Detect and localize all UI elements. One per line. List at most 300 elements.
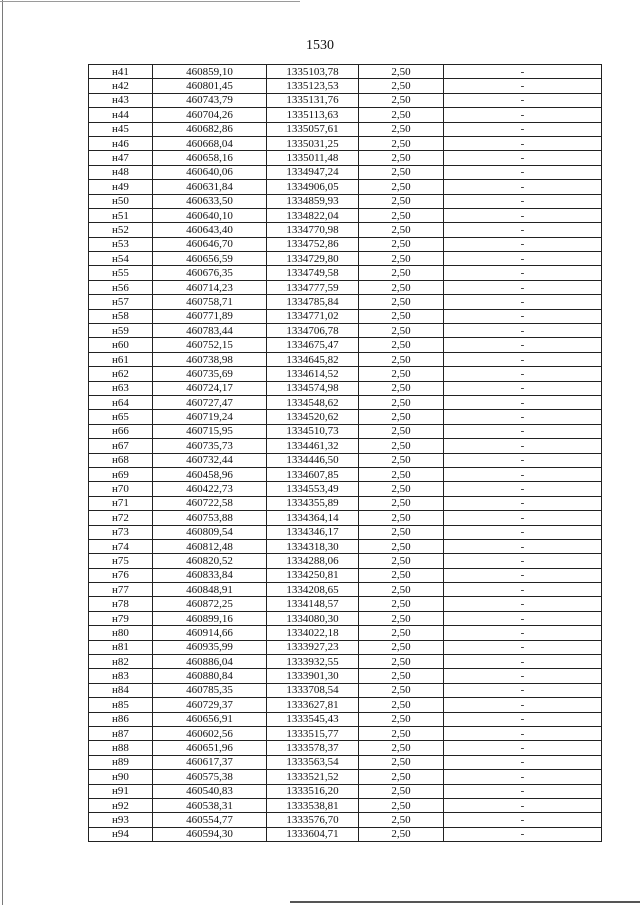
note-cell: - bbox=[444, 712, 602, 726]
error-cell: 2,50 bbox=[359, 108, 444, 122]
point-id-cell: н81 bbox=[89, 640, 153, 654]
y-coordinate-cell: 1333563,54 bbox=[267, 755, 359, 769]
note-cell: - bbox=[444, 726, 602, 740]
error-cell: 2,50 bbox=[359, 726, 444, 740]
table-row bbox=[89, 539, 602, 553]
point-id-cell: н47 bbox=[89, 151, 153, 165]
x-coordinate-cell: 460771,89 bbox=[153, 309, 267, 323]
note-cell: - bbox=[444, 266, 602, 280]
note-cell: - bbox=[444, 93, 602, 107]
x-coordinate-cell: 460812,48 bbox=[153, 539, 267, 553]
error-cell: 2,50 bbox=[359, 165, 444, 179]
table-row bbox=[89, 424, 602, 438]
table-row bbox=[89, 324, 602, 338]
point-id-cell: н44 bbox=[89, 108, 153, 122]
y-coordinate-cell: 1334446,50 bbox=[267, 453, 359, 467]
point-id-cell: н67 bbox=[89, 439, 153, 453]
note-cell: - bbox=[444, 640, 602, 654]
table-row bbox=[89, 122, 602, 136]
point-id-cell: н56 bbox=[89, 280, 153, 294]
table-row bbox=[89, 741, 602, 755]
error-cell: 2,50 bbox=[359, 683, 444, 697]
table-row bbox=[89, 467, 602, 481]
error-cell: 2,50 bbox=[359, 93, 444, 107]
y-coordinate-cell: 1334706,78 bbox=[267, 324, 359, 338]
error-cell: 2,50 bbox=[359, 539, 444, 553]
note-cell: - bbox=[444, 511, 602, 525]
error-cell: 2,50 bbox=[359, 381, 444, 395]
y-coordinate-cell: 1335031,25 bbox=[267, 136, 359, 150]
error-cell: 2,50 bbox=[359, 525, 444, 539]
error-cell: 2,50 bbox=[359, 467, 444, 481]
point-id-cell: н87 bbox=[89, 726, 153, 740]
y-coordinate-cell: 1333521,52 bbox=[267, 770, 359, 784]
x-coordinate-cell: 460785,35 bbox=[153, 683, 267, 697]
point-id-cell: н58 bbox=[89, 309, 153, 323]
y-coordinate-cell: 1334355,89 bbox=[267, 496, 359, 510]
error-cell: 2,50 bbox=[359, 798, 444, 812]
table-row bbox=[89, 813, 602, 827]
note-cell: - bbox=[444, 79, 602, 93]
y-coordinate-cell: 1335131,76 bbox=[267, 93, 359, 107]
table-row bbox=[89, 453, 602, 467]
note-cell: - bbox=[444, 410, 602, 424]
point-id-cell: н75 bbox=[89, 554, 153, 568]
x-coordinate-cell: 460753,88 bbox=[153, 511, 267, 525]
y-coordinate-cell: 1334250,81 bbox=[267, 568, 359, 582]
error-cell: 2,50 bbox=[359, 180, 444, 194]
y-coordinate-cell: 1334548,62 bbox=[267, 395, 359, 409]
point-id-cell: н90 bbox=[89, 770, 153, 784]
table-row bbox=[89, 367, 602, 381]
error-cell: 2,50 bbox=[359, 583, 444, 597]
point-id-cell: н76 bbox=[89, 568, 153, 582]
table-row bbox=[89, 194, 602, 208]
x-coordinate-cell: 460735,73 bbox=[153, 439, 267, 453]
point-id-cell: н69 bbox=[89, 467, 153, 481]
note-cell: - bbox=[444, 180, 602, 194]
x-coordinate-cell: 460732,44 bbox=[153, 453, 267, 467]
note-cell: - bbox=[444, 65, 602, 79]
error-cell: 2,50 bbox=[359, 309, 444, 323]
note-cell: - bbox=[444, 108, 602, 122]
x-coordinate-cell: 460783,44 bbox=[153, 324, 267, 338]
note-cell: - bbox=[444, 252, 602, 266]
y-coordinate-cell: 1335123,53 bbox=[267, 79, 359, 93]
y-coordinate-cell: 1334148,57 bbox=[267, 597, 359, 611]
y-coordinate-cell: 1334208,65 bbox=[267, 583, 359, 597]
y-coordinate-cell: 1334607,85 bbox=[267, 467, 359, 481]
y-coordinate-cell: 1334947,24 bbox=[267, 165, 359, 179]
note-cell: - bbox=[444, 770, 602, 784]
x-coordinate-cell: 460727,47 bbox=[153, 395, 267, 409]
x-coordinate-cell: 460633,50 bbox=[153, 194, 267, 208]
note-cell: - bbox=[444, 208, 602, 222]
y-coordinate-cell: 1334080,30 bbox=[267, 611, 359, 625]
error-cell: 2,50 bbox=[359, 669, 444, 683]
x-coordinate-cell: 460643,40 bbox=[153, 223, 267, 237]
table-row bbox=[89, 108, 602, 122]
error-cell: 2,50 bbox=[359, 813, 444, 827]
error-cell: 2,50 bbox=[359, 496, 444, 510]
point-id-cell: н71 bbox=[89, 496, 153, 510]
x-coordinate-cell: 460735,69 bbox=[153, 367, 267, 381]
error-cell: 2,50 bbox=[359, 395, 444, 409]
x-coordinate-cell: 460886,04 bbox=[153, 655, 267, 669]
error-cell: 2,50 bbox=[359, 122, 444, 136]
y-coordinate-cell: 1333545,43 bbox=[267, 712, 359, 726]
x-coordinate-cell: 460848,91 bbox=[153, 583, 267, 597]
point-id-cell: н70 bbox=[89, 482, 153, 496]
note-cell: - bbox=[444, 525, 602, 539]
x-coordinate-cell: 460602,56 bbox=[153, 726, 267, 740]
x-coordinate-cell: 460801,45 bbox=[153, 79, 267, 93]
point-id-cell: н73 bbox=[89, 525, 153, 539]
note-cell: - bbox=[444, 554, 602, 568]
error-cell: 2,50 bbox=[359, 352, 444, 366]
table-row bbox=[89, 309, 602, 323]
point-id-cell: н68 bbox=[89, 453, 153, 467]
error-cell: 2,50 bbox=[359, 237, 444, 251]
point-id-cell: н89 bbox=[89, 755, 153, 769]
y-coordinate-cell: 1333627,81 bbox=[267, 698, 359, 712]
y-coordinate-cell: 1334520,62 bbox=[267, 410, 359, 424]
error-cell: 2,50 bbox=[359, 324, 444, 338]
note-cell: - bbox=[444, 611, 602, 625]
point-id-cell: н55 bbox=[89, 266, 153, 280]
x-coordinate-cell: 460715,95 bbox=[153, 424, 267, 438]
note-cell: - bbox=[444, 683, 602, 697]
x-coordinate-cell: 460704,26 bbox=[153, 108, 267, 122]
y-coordinate-cell: 1334729,80 bbox=[267, 252, 359, 266]
y-coordinate-cell: 1334771,02 bbox=[267, 309, 359, 323]
y-coordinate-cell: 1333932,55 bbox=[267, 655, 359, 669]
y-coordinate-cell: 1334906,05 bbox=[267, 180, 359, 194]
point-id-cell: н59 bbox=[89, 324, 153, 338]
y-coordinate-cell: 1334574,98 bbox=[267, 381, 359, 395]
x-coordinate-cell: 460658,16 bbox=[153, 151, 267, 165]
x-coordinate-cell: 460676,35 bbox=[153, 266, 267, 280]
x-coordinate-cell: 460668,04 bbox=[153, 136, 267, 150]
table-row bbox=[89, 712, 602, 726]
x-coordinate-cell: 460594,30 bbox=[153, 827, 267, 841]
error-cell: 2,50 bbox=[359, 208, 444, 222]
table-row bbox=[89, 252, 602, 266]
point-id-cell: н65 bbox=[89, 410, 153, 424]
error-cell: 2,50 bbox=[359, 554, 444, 568]
x-coordinate-cell: 460575,38 bbox=[153, 770, 267, 784]
x-coordinate-cell: 460651,96 bbox=[153, 741, 267, 755]
x-coordinate-cell: 460617,37 bbox=[153, 755, 267, 769]
point-id-cell: н93 bbox=[89, 813, 153, 827]
coordinates-table bbox=[88, 64, 602, 842]
x-coordinate-cell: 460809,54 bbox=[153, 525, 267, 539]
x-coordinate-cell: 460631,84 bbox=[153, 180, 267, 194]
table-row bbox=[89, 568, 602, 582]
x-coordinate-cell: 460880,84 bbox=[153, 669, 267, 683]
note-cell: - bbox=[444, 467, 602, 481]
point-id-cell: н78 bbox=[89, 597, 153, 611]
table-row bbox=[89, 669, 602, 683]
note-cell: - bbox=[444, 482, 602, 496]
x-coordinate-cell: 460833,84 bbox=[153, 568, 267, 582]
error-cell: 2,50 bbox=[359, 453, 444, 467]
y-coordinate-cell: 1334777,59 bbox=[267, 280, 359, 294]
point-id-cell: н92 bbox=[89, 798, 153, 812]
y-coordinate-cell: 1334749,58 bbox=[267, 266, 359, 280]
x-coordinate-cell: 460722,58 bbox=[153, 496, 267, 510]
y-coordinate-cell: 1334859,93 bbox=[267, 194, 359, 208]
point-id-cell: н84 bbox=[89, 683, 153, 697]
error-cell: 2,50 bbox=[359, 741, 444, 755]
error-cell: 2,50 bbox=[359, 568, 444, 582]
error-cell: 2,50 bbox=[359, 65, 444, 79]
table-row bbox=[89, 165, 602, 179]
note-cell: - bbox=[444, 655, 602, 669]
point-id-cell: н72 bbox=[89, 511, 153, 525]
table-row bbox=[89, 597, 602, 611]
note-cell: - bbox=[444, 741, 602, 755]
point-id-cell: н46 bbox=[89, 136, 153, 150]
y-coordinate-cell: 1334785,84 bbox=[267, 295, 359, 309]
error-cell: 2,50 bbox=[359, 252, 444, 266]
error-cell: 2,50 bbox=[359, 770, 444, 784]
point-id-cell: н86 bbox=[89, 712, 153, 726]
table-row bbox=[89, 295, 602, 309]
error-cell: 2,50 bbox=[359, 338, 444, 352]
note-cell: - bbox=[444, 280, 602, 294]
error-cell: 2,50 bbox=[359, 655, 444, 669]
note-cell: - bbox=[444, 352, 602, 366]
point-id-cell: н91 bbox=[89, 784, 153, 798]
error-cell: 2,50 bbox=[359, 424, 444, 438]
x-coordinate-cell: 460422,73 bbox=[153, 482, 267, 496]
x-coordinate-cell: 460758,71 bbox=[153, 295, 267, 309]
table-row bbox=[89, 525, 602, 539]
point-id-cell: н41 bbox=[89, 65, 153, 79]
x-coordinate-cell: 460554,77 bbox=[153, 813, 267, 827]
point-id-cell: н82 bbox=[89, 655, 153, 669]
error-cell: 2,50 bbox=[359, 827, 444, 841]
table-row bbox=[89, 280, 602, 294]
point-id-cell: н60 bbox=[89, 338, 153, 352]
note-cell: - bbox=[444, 626, 602, 640]
point-id-cell: н45 bbox=[89, 122, 153, 136]
point-id-cell: н61 bbox=[89, 352, 153, 366]
y-coordinate-cell: 1334346,17 bbox=[267, 525, 359, 539]
note-cell: - bbox=[444, 324, 602, 338]
table-row bbox=[89, 726, 602, 740]
error-cell: 2,50 bbox=[359, 79, 444, 93]
table-row bbox=[89, 640, 602, 654]
error-cell: 2,50 bbox=[359, 367, 444, 381]
error-cell: 2,50 bbox=[359, 640, 444, 654]
scan-edge-top bbox=[0, 1, 300, 2]
y-coordinate-cell: 1333576,70 bbox=[267, 813, 359, 827]
x-coordinate-cell: 460752,15 bbox=[153, 338, 267, 352]
x-coordinate-cell: 460738,98 bbox=[153, 352, 267, 366]
table-row bbox=[89, 352, 602, 366]
y-coordinate-cell: 1334752,86 bbox=[267, 237, 359, 251]
table-row bbox=[89, 395, 602, 409]
table-row bbox=[89, 338, 602, 352]
x-coordinate-cell: 460872,25 bbox=[153, 597, 267, 611]
table-row bbox=[89, 410, 602, 424]
table-row bbox=[89, 583, 602, 597]
note-cell: - bbox=[444, 151, 602, 165]
error-cell: 2,50 bbox=[359, 266, 444, 280]
point-id-cell: н83 bbox=[89, 669, 153, 683]
y-coordinate-cell: 1334675,47 bbox=[267, 338, 359, 352]
point-id-cell: н43 bbox=[89, 93, 153, 107]
point-id-cell: н85 bbox=[89, 698, 153, 712]
x-coordinate-cell: 460458,96 bbox=[153, 467, 267, 481]
y-coordinate-cell: 1335113,63 bbox=[267, 108, 359, 122]
x-coordinate-cell: 460729,37 bbox=[153, 698, 267, 712]
point-id-cell: н53 bbox=[89, 237, 153, 251]
note-cell: - bbox=[444, 784, 602, 798]
coordinates-table-body bbox=[89, 65, 602, 842]
y-coordinate-cell: 1334461,32 bbox=[267, 439, 359, 453]
x-coordinate-cell: 460859,10 bbox=[153, 65, 267, 79]
y-coordinate-cell: 1334318,30 bbox=[267, 539, 359, 553]
x-coordinate-cell: 460714,23 bbox=[153, 280, 267, 294]
x-coordinate-cell: 460724,17 bbox=[153, 381, 267, 395]
x-coordinate-cell: 460914,66 bbox=[153, 626, 267, 640]
scan-edge-left bbox=[2, 0, 3, 905]
table-row bbox=[89, 381, 602, 395]
note-cell: - bbox=[444, 381, 602, 395]
y-coordinate-cell: 1334022,18 bbox=[267, 626, 359, 640]
y-coordinate-cell: 1334614,52 bbox=[267, 367, 359, 381]
error-cell: 2,50 bbox=[359, 136, 444, 150]
table-row bbox=[89, 439, 602, 453]
note-cell: - bbox=[444, 583, 602, 597]
point-id-cell: н80 bbox=[89, 626, 153, 640]
point-id-cell: н66 bbox=[89, 424, 153, 438]
point-id-cell: н63 bbox=[89, 381, 153, 395]
error-cell: 2,50 bbox=[359, 194, 444, 208]
table-row bbox=[89, 755, 602, 769]
note-cell: - bbox=[444, 568, 602, 582]
table-row bbox=[89, 784, 602, 798]
table-row bbox=[89, 683, 602, 697]
note-cell: - bbox=[444, 237, 602, 251]
table-row bbox=[89, 208, 602, 222]
error-cell: 2,50 bbox=[359, 410, 444, 424]
y-coordinate-cell: 1334510,73 bbox=[267, 424, 359, 438]
point-id-cell: н48 bbox=[89, 165, 153, 179]
table-row bbox=[89, 266, 602, 280]
y-coordinate-cell: 1334364,14 bbox=[267, 511, 359, 525]
x-coordinate-cell: 460540,83 bbox=[153, 784, 267, 798]
point-id-cell: н51 bbox=[89, 208, 153, 222]
note-cell: - bbox=[444, 827, 602, 841]
note-cell: - bbox=[444, 295, 602, 309]
point-id-cell: н94 bbox=[89, 827, 153, 841]
table-row bbox=[89, 79, 602, 93]
error-cell: 2,50 bbox=[359, 439, 444, 453]
point-id-cell: н79 bbox=[89, 611, 153, 625]
y-coordinate-cell: 1335011,48 bbox=[267, 151, 359, 165]
y-coordinate-cell: 1335057,61 bbox=[267, 122, 359, 136]
y-coordinate-cell: 1334822,04 bbox=[267, 208, 359, 222]
error-cell: 2,50 bbox=[359, 626, 444, 640]
x-coordinate-cell: 460719,24 bbox=[153, 410, 267, 424]
error-cell: 2,50 bbox=[359, 295, 444, 309]
point-id-cell: н77 bbox=[89, 583, 153, 597]
note-cell: - bbox=[444, 597, 602, 611]
note-cell: - bbox=[444, 309, 602, 323]
table-row bbox=[89, 554, 602, 568]
error-cell: 2,50 bbox=[359, 482, 444, 496]
point-id-cell: н88 bbox=[89, 741, 153, 755]
error-cell: 2,50 bbox=[359, 151, 444, 165]
y-coordinate-cell: 1333604,71 bbox=[267, 827, 359, 841]
note-cell: - bbox=[444, 798, 602, 812]
point-id-cell: н74 bbox=[89, 539, 153, 553]
y-coordinate-cell: 1333515,77 bbox=[267, 726, 359, 740]
error-cell: 2,50 bbox=[359, 755, 444, 769]
error-cell: 2,50 bbox=[359, 698, 444, 712]
note-cell: - bbox=[444, 698, 602, 712]
error-cell: 2,50 bbox=[359, 223, 444, 237]
table-row bbox=[89, 511, 602, 525]
point-id-cell: н49 bbox=[89, 180, 153, 194]
note-cell: - bbox=[444, 165, 602, 179]
x-coordinate-cell: 460899,16 bbox=[153, 611, 267, 625]
x-coordinate-cell: 460656,91 bbox=[153, 712, 267, 726]
point-id-cell: н54 bbox=[89, 252, 153, 266]
table-row bbox=[89, 136, 602, 150]
note-cell: - bbox=[444, 395, 602, 409]
y-coordinate-cell: 1334288,06 bbox=[267, 554, 359, 568]
x-coordinate-cell: 460682,86 bbox=[153, 122, 267, 136]
y-coordinate-cell: 1334770,98 bbox=[267, 223, 359, 237]
table-row bbox=[89, 496, 602, 510]
error-cell: 2,50 bbox=[359, 712, 444, 726]
note-cell: - bbox=[444, 439, 602, 453]
note-cell: - bbox=[444, 813, 602, 827]
table-row bbox=[89, 65, 602, 79]
table-row bbox=[89, 482, 602, 496]
point-id-cell: н62 bbox=[89, 367, 153, 381]
y-coordinate-cell: 1333516,20 bbox=[267, 784, 359, 798]
error-cell: 2,50 bbox=[359, 784, 444, 798]
table-row bbox=[89, 770, 602, 784]
table-row bbox=[89, 655, 602, 669]
point-id-cell: н42 bbox=[89, 79, 153, 93]
y-coordinate-cell: 1333538,81 bbox=[267, 798, 359, 812]
note-cell: - bbox=[444, 539, 602, 553]
x-coordinate-cell: 460656,59 bbox=[153, 252, 267, 266]
note-cell: - bbox=[444, 424, 602, 438]
x-coordinate-cell: 460538,31 bbox=[153, 798, 267, 812]
note-cell: - bbox=[444, 367, 602, 381]
table-row bbox=[89, 93, 602, 107]
note-cell: - bbox=[444, 755, 602, 769]
note-cell: - bbox=[444, 669, 602, 683]
page-number: 1530 bbox=[306, 38, 334, 53]
scan-edge-bottom bbox=[290, 901, 640, 903]
point-id-cell: н52 bbox=[89, 223, 153, 237]
note-cell: - bbox=[444, 338, 602, 352]
x-coordinate-cell: 460640,06 bbox=[153, 165, 267, 179]
table-row bbox=[89, 237, 602, 251]
table-row bbox=[89, 827, 602, 841]
y-coordinate-cell: 1334553,49 bbox=[267, 482, 359, 496]
table-row bbox=[89, 611, 602, 625]
